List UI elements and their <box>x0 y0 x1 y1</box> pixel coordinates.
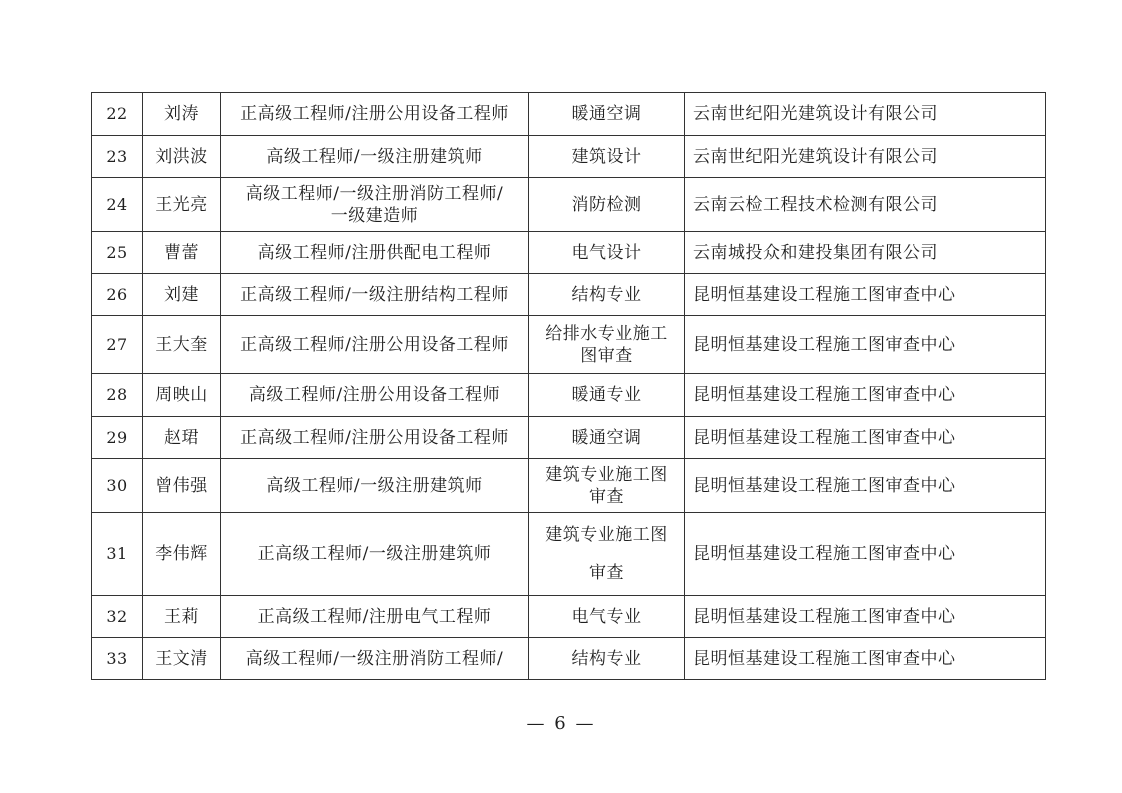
table-row <box>92 596 1046 638</box>
professional-title <box>221 274 529 316</box>
table-row <box>92 93 1046 136</box>
organization: 昆明恒基建设工程施工图审查中心 <box>685 638 1046 680</box>
table-row <box>92 316 1046 374</box>
row-number: 30 <box>92 459 143 513</box>
specialty-line: 给排水专业施工 <box>545 323 668 344</box>
title-line: 高级工程师/一级注册建筑师 <box>266 146 483 167</box>
professional-title <box>221 316 529 374</box>
specialty <box>529 459 685 513</box>
professional-title <box>221 232 529 274</box>
row-number: 32 <box>92 596 143 638</box>
table-row <box>92 232 1046 274</box>
specialty-line: 暖通空调 <box>571 427 642 448</box>
person-name: 李伟辉 <box>143 513 221 596</box>
person-name: 曾伟强 <box>143 459 221 513</box>
professional-title <box>221 417 529 459</box>
specialty <box>529 596 685 638</box>
specialty <box>529 274 685 316</box>
person-name: 王文清 <box>143 638 221 680</box>
organization: 昆明恒基建设工程施工图审查中心 <box>685 596 1046 638</box>
person-name: 周映山 <box>143 374 221 417</box>
professional-title <box>221 93 529 136</box>
table-row <box>92 638 1046 680</box>
organization: 昆明恒基建设工程施工图审查中心 <box>685 513 1046 596</box>
specialty <box>529 178 685 232</box>
row-number: 26 <box>92 274 143 316</box>
professional-title <box>221 374 529 417</box>
row-number: 23 <box>92 136 143 178</box>
specialty <box>529 638 685 680</box>
specialty-line: 消防检测 <box>571 194 642 215</box>
specialty-line: 建筑专业施工图 <box>545 464 668 485</box>
specialty-line: 电气专业 <box>571 606 642 627</box>
row-number: 28 <box>92 374 143 417</box>
person-name: 刘洪波 <box>143 136 221 178</box>
specialty-line: 审查 <box>589 486 624 507</box>
specialty <box>529 316 685 374</box>
professional-title <box>221 178 529 232</box>
personnel-table <box>91 92 1046 680</box>
specialty <box>529 232 685 274</box>
title-line: 高级工程师/注册供配电工程师 <box>257 242 492 263</box>
specialty-line: 审查 <box>589 563 624 583</box>
title-line: 高级工程师/一级注册消防工程师/ <box>245 183 504 204</box>
row-number: 24 <box>92 178 143 232</box>
specialty-line: 图审查 <box>580 345 633 366</box>
specialty-line: 电气设计 <box>571 242 642 263</box>
person-name: 王莉 <box>143 596 221 638</box>
specialty-line: 暖通空调 <box>571 104 642 124</box>
specialty-line: 结构专业 <box>571 648 642 669</box>
organization: 云南云检工程技术检测有限公司 <box>685 178 1046 232</box>
professional-title <box>221 459 529 513</box>
row-number: 25 <box>92 232 143 274</box>
professional-title <box>221 136 529 178</box>
organization: 云南世纪阳光建筑设计有限公司 <box>685 93 1046 136</box>
table-row <box>92 178 1046 232</box>
table-row <box>92 274 1046 316</box>
organization: 云南城投众和建投集团有限公司 <box>685 232 1046 274</box>
title-line: 正高级工程师/一级注册结构工程师 <box>240 284 509 305</box>
person-name: 赵珺 <box>143 417 221 459</box>
specialty <box>529 417 685 459</box>
person-name: 刘涛 <box>143 93 221 136</box>
specialty-line: 建筑设计 <box>571 146 642 167</box>
title-line: 正高级工程师/注册公用设备工程师 <box>240 104 509 124</box>
person-name: 王大奎 <box>143 316 221 374</box>
specialty <box>529 513 685 596</box>
title-line: 正高级工程师/一级注册建筑师 <box>257 544 492 564</box>
page-number: — 6 — <box>526 713 596 734</box>
title-line: 一级建造师 <box>330 205 419 226</box>
specialty <box>529 374 685 417</box>
row-number: 29 <box>92 417 143 459</box>
table-row <box>92 513 1046 596</box>
title-line: 高级工程师/一级注册建筑师 <box>266 475 483 496</box>
person-name: 刘建 <box>143 274 221 316</box>
person-name: 曹蕾 <box>143 232 221 274</box>
person-name: 王光亮 <box>143 178 221 232</box>
row-number: 22 <box>92 93 143 136</box>
professional-title <box>221 513 529 596</box>
specialty-line: 结构专业 <box>571 284 642 305</box>
professional-title <box>221 638 529 680</box>
title-line: 正高级工程师/注册电气工程师 <box>257 606 492 627</box>
specialty-line: 建筑专业施工图 <box>545 525 668 545</box>
table-row <box>92 417 1046 459</box>
title-line: 正高级工程师/注册公用设备工程师 <box>240 427 509 448</box>
organization: 昆明恒基建设工程施工图审查中心 <box>685 274 1046 316</box>
title-line: 正高级工程师/注册公用设备工程师 <box>240 334 509 355</box>
organization: 昆明恒基建设工程施工图审查中心 <box>685 459 1046 513</box>
organization: 云南世纪阳光建筑设计有限公司 <box>685 136 1046 178</box>
table-row <box>92 459 1046 513</box>
table-row <box>92 136 1046 178</box>
organization: 昆明恒基建设工程施工图审查中心 <box>685 417 1046 459</box>
professional-title <box>221 596 529 638</box>
specialty <box>529 93 685 136</box>
title-line: 高级工程师/一级注册消防工程师/ <box>245 648 504 669</box>
specialty <box>529 136 685 178</box>
row-number: 27 <box>92 316 143 374</box>
organization: 昆明恒基建设工程施工图审查中心 <box>685 374 1046 417</box>
organization: 昆明恒基建设工程施工图审查中心 <box>685 316 1046 374</box>
specialty-line: 暖通专业 <box>571 385 642 405</box>
title-line: 高级工程师/注册公用设备工程师 <box>248 385 501 405</box>
row-number: 31 <box>92 513 143 596</box>
row-number: 33 <box>92 638 143 680</box>
table-row <box>92 374 1046 417</box>
